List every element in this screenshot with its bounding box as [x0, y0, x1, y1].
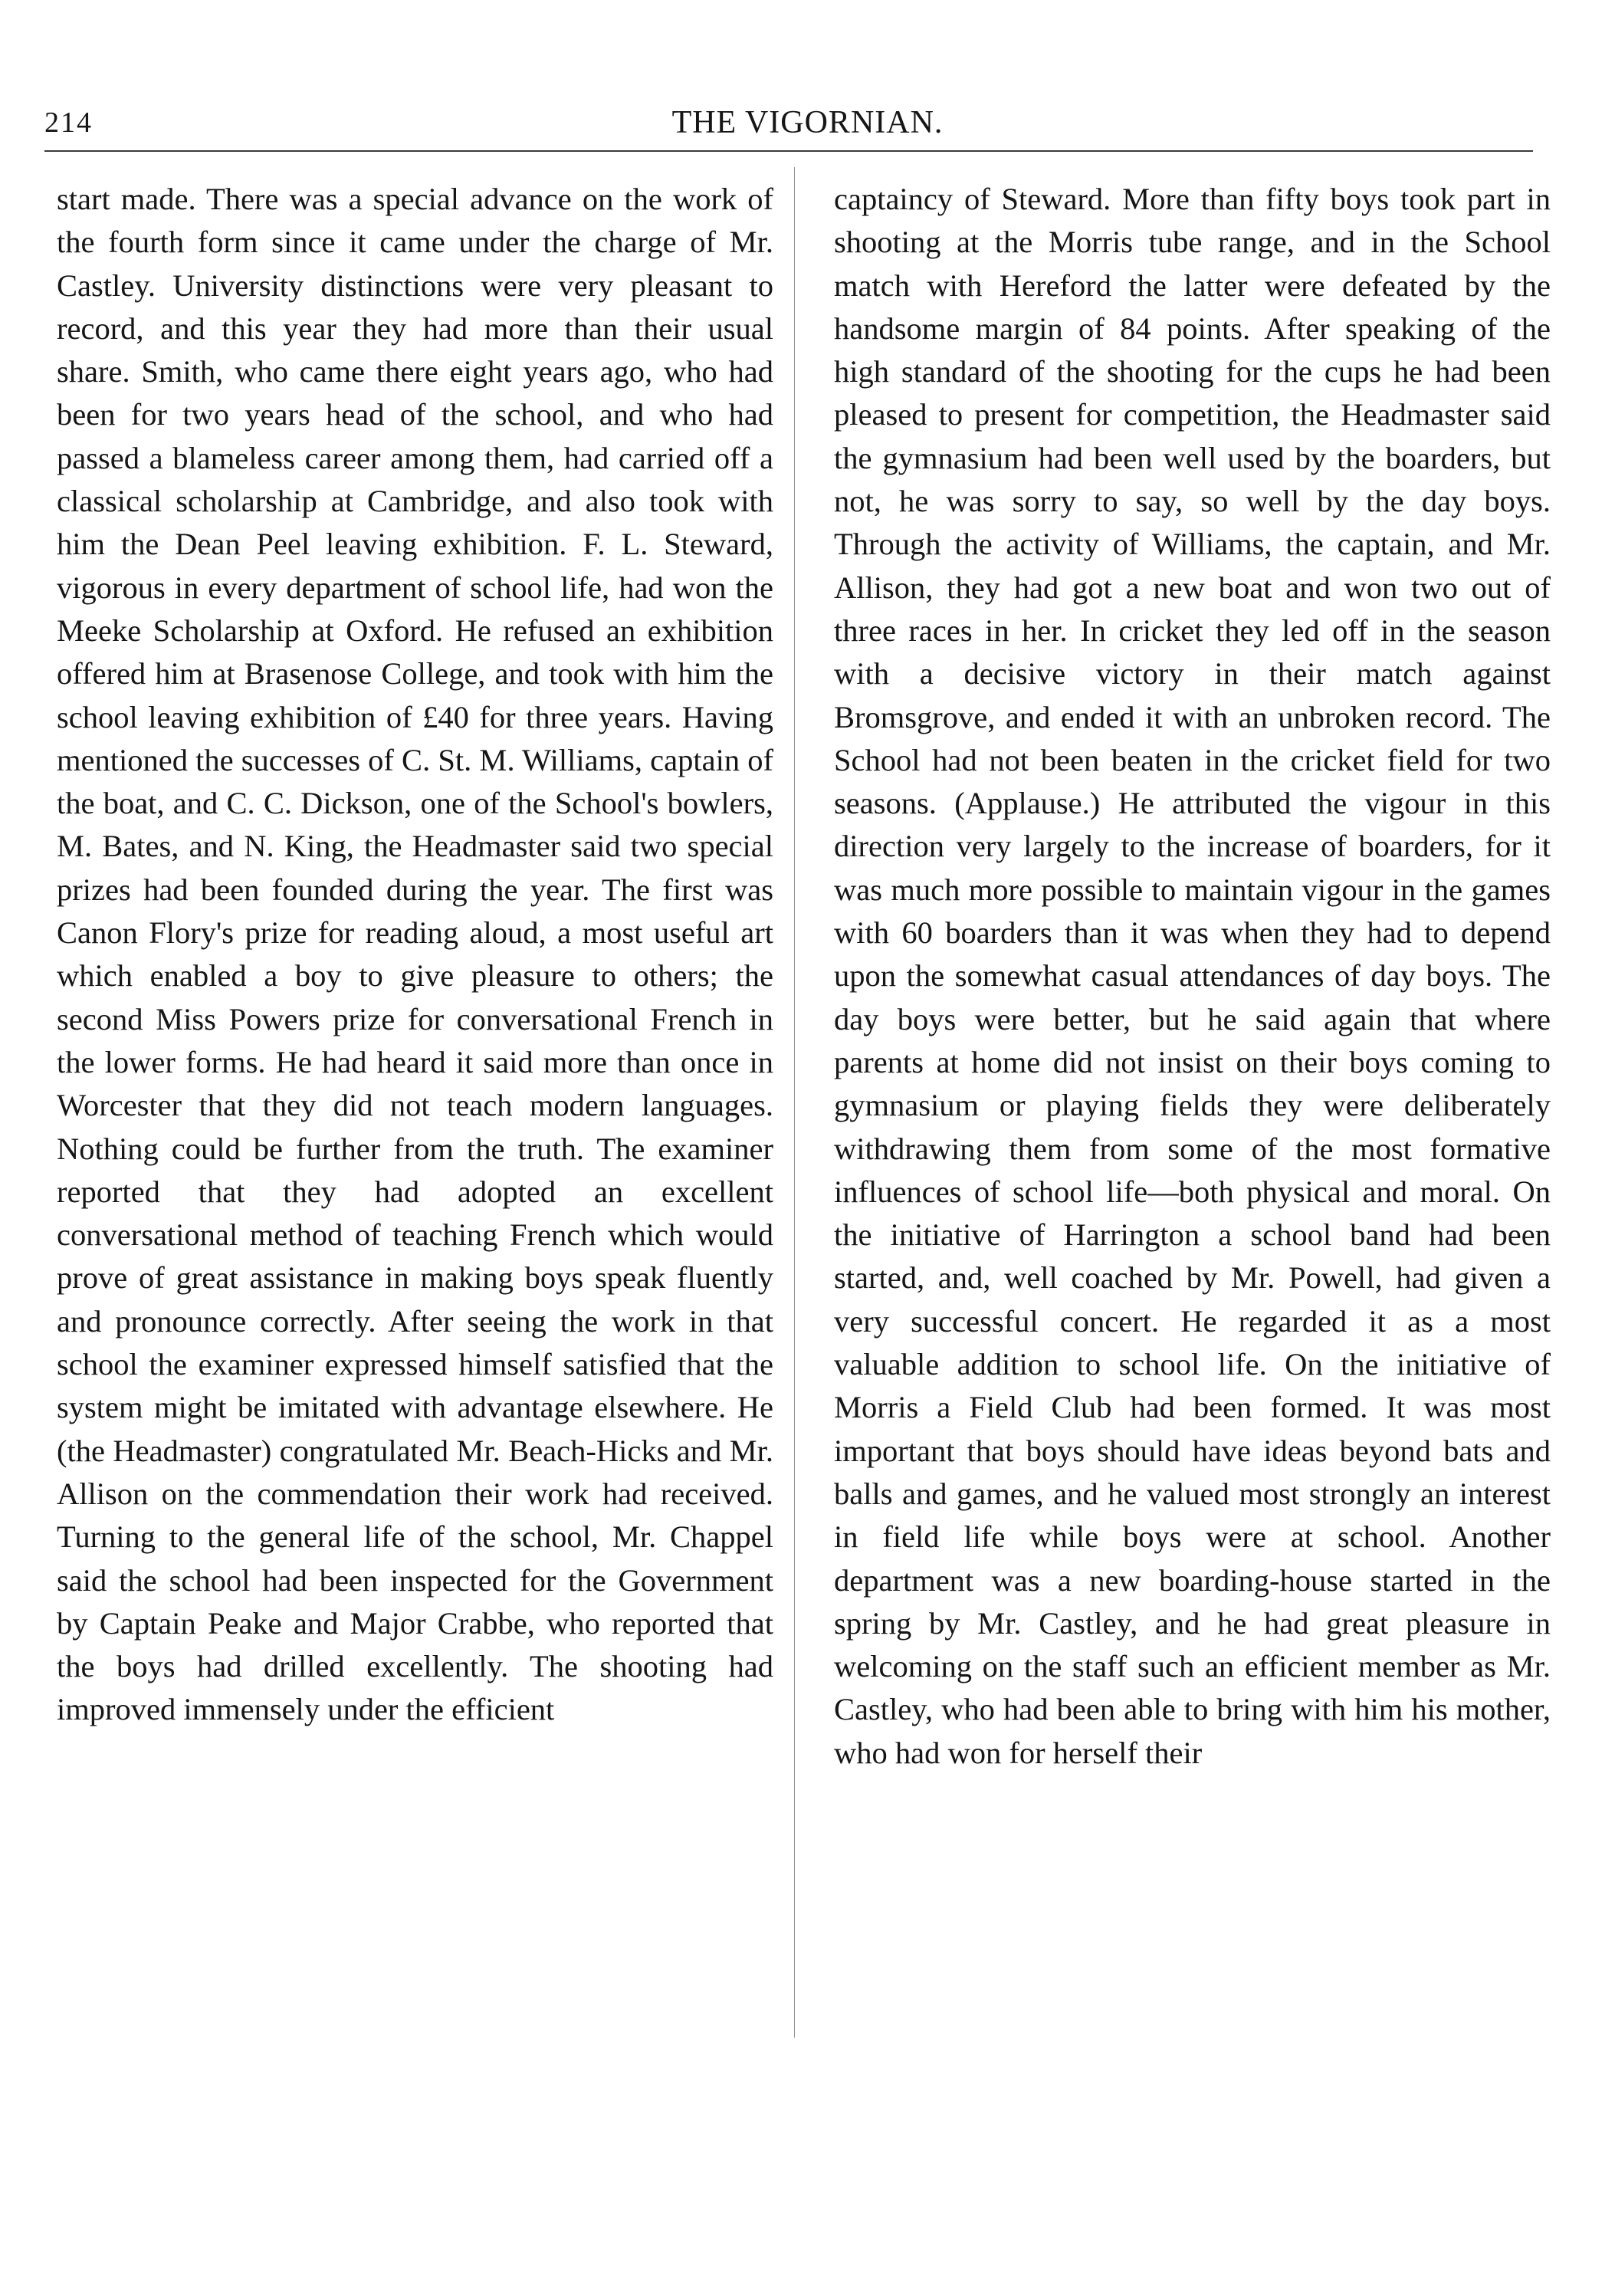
left-column	[57, 178, 773, 1732]
running-head-title: THE VIGORNIAN.	[671, 105, 944, 140]
right-column-text: captaincy of Steward. More than fifty boys took part in shooting at the Morris tube range, and in the School match with Hereford the latter were defeated by the handsome margin of 84 points. After speaking of the high standard of the shooting for the cups he had been pleased to present for competition, the Headmaster said the gymnasium had been well used by the boarders, but not, he was sorry to say, so well by the day boys. Through the activity of Williams, the captain, and Mr. Allison, they had got a new boat and won two out of three races in her. In cricket they led off in the season with a decisive victory in their match against Bromsgrove, and ended it with an unbroken record. The School had not been beaten in the cricket field for two seasons. (Applause.) He attributed the vigour in this direction very largely to the increase of boarders, for it was much more possible to maintain vigour in the games with 60 boarders than it was when they had to depend upon the somewhat casual attendances of day boys. The day boys were better, but he said again that where parents at home did not insist on their boys coming to gymnasium or playing fields they were deliberately withdrawing them from some of the most formative influences of school life—both physical and moral. On the initiative of Harrington a school band had been started, and, well coached by Mr. Powell, had given a very successful concert. He regarded it as a most valuable addition to school life. On the initiative of Morris a Field Club had been formed. It was most important that boys should have ideas beyond bats and balls and games, and he valued most strongly an interest in field life while boys were at school. Another department was a new boarding-house started in the spring by Mr. Castley, and he had great pleasure in welcoming on the staff such an efficient member as Mr. Castley, who had been able to bring with him his mother, who had won for herself their	[834, 182, 1551, 1770]
page-number: 214	[44, 107, 93, 139]
right-column	[834, 178, 1551, 1775]
column-divider	[794, 167, 795, 2038]
left-column-text: start made. There was a special advance on the work of the fourth form since it came under the charge of Mr. Castley. University distinctions were very pleasant to record, and this year they had more than their usual share. Smith, who came there eight years ago, who had been for two years head of the school, and who had passed a blameless career among them, had carried off a classical scholarship at Cambridge, and also took with him the Dean Peel leaving exhibition. F. L. Steward, vigorous in every department of school life, had won the Meeke Scholarship at Oxford. He refused an exhibition offered him at Brasenose College, and took with him the school leaving exhibition of £40 for three years. Having mentioned the successes of C. St. M. Williams, captain of the boat, and C. C. Dickson, one of the School's bowlers, M. Bates, and N. King, the Headmaster said two special prizes had been founded during the year. The first was Canon Flory's prize for reading aloud, a most useful art which enabled a boy to give pleasure to others; the second Miss Powers prize for conversational French in the lower forms. He had heard it said more than once in Worcester that they did not teach modern languages. Nothing could be further from the truth. The examiner reported that they had adopted an excellent conversational method of teaching French which would prove of great assistance in making boys speak fluently and pronounce correctly. After seeing the work in that school the examiner expressed himself satisfied that the system might be imitated with advantage elsewhere. He (the Headmaster) congratulated Mr. Beach-Hicks and Mr. Allison on the commendation their work had received. Turning to the general life of the school, Mr. Chappel said the school had been inspected for the Government by Captain Peake and Major Crabbe, who reported that the boys had drilled excellently. The shooting had improved immensely under the efficient	[57, 182, 773, 1727]
header-rule	[44, 150, 1533, 152]
